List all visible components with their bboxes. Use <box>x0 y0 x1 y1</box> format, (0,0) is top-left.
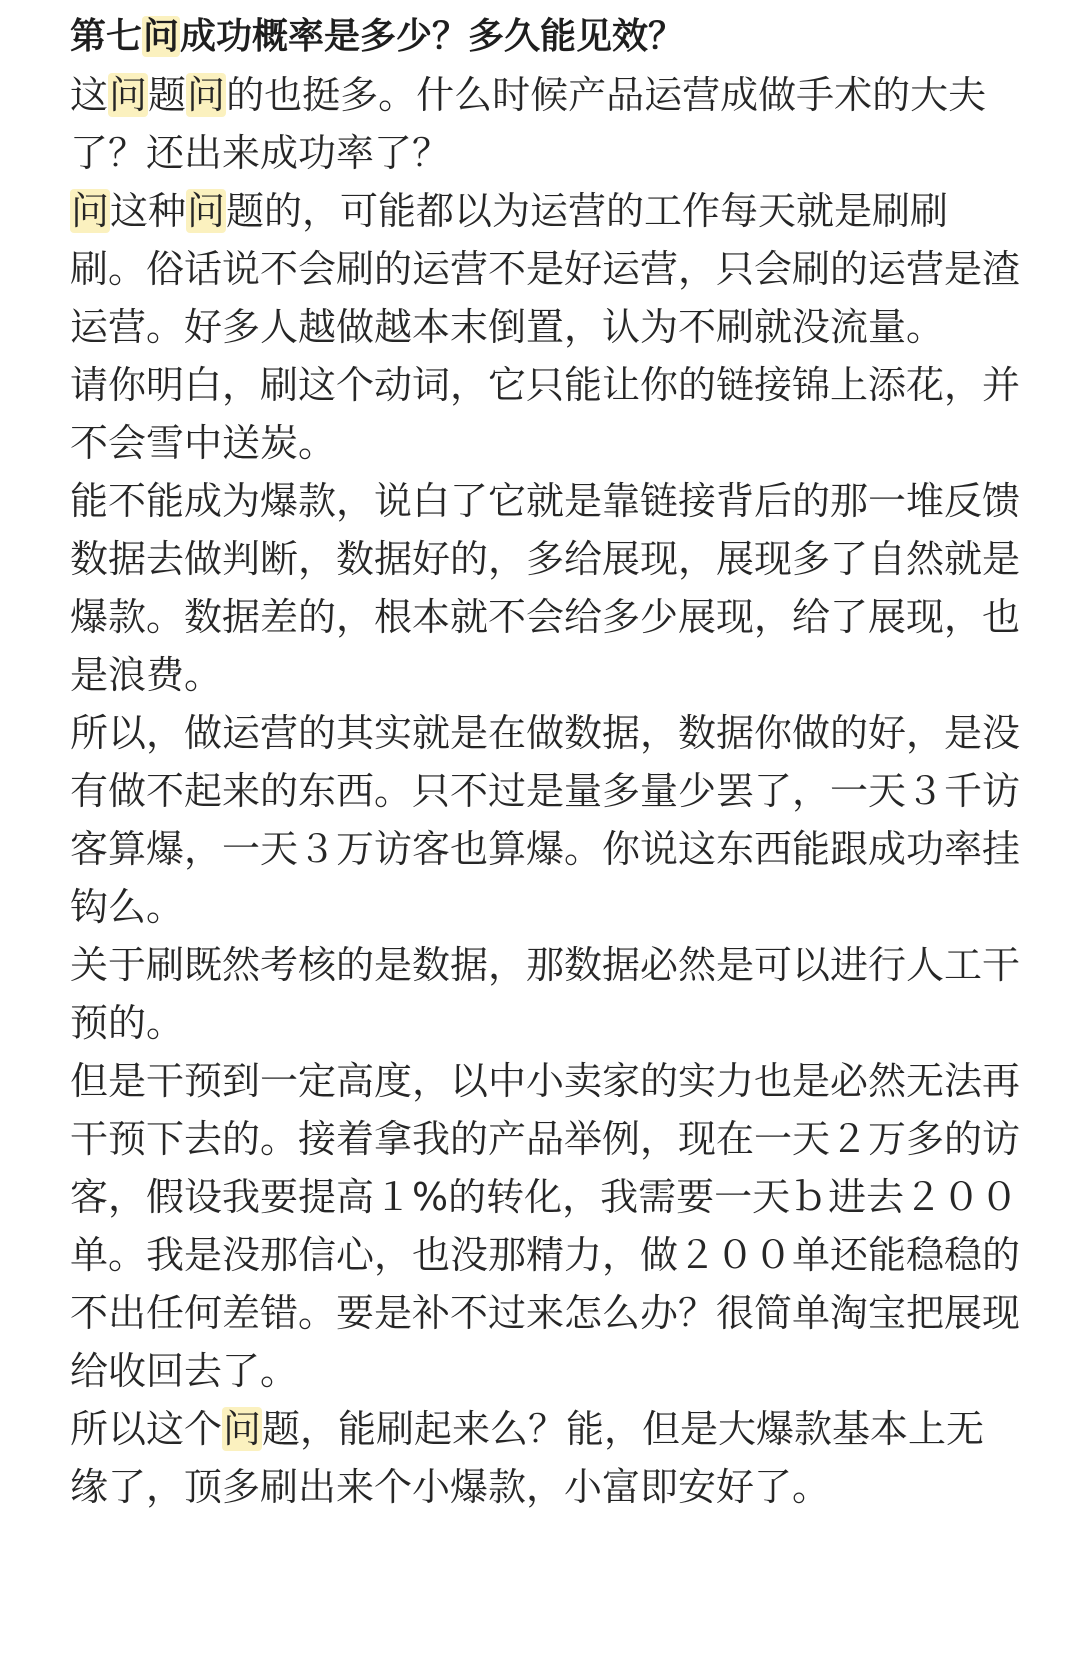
text-segment: 这种 <box>110 189 187 233</box>
paragraph <box>70 704 1020 936</box>
article-title <box>70 8 1020 66</box>
article-body <box>70 66 1020 1516</box>
paragraph <box>70 936 1020 1052</box>
text-segment: 请你明白，刷这个动词，它只能让你的链接锦上添花，并不会雪中送炭。 <box>70 363 1021 465</box>
paragraph <box>70 1052 1020 1400</box>
highlighted-keyword: 问 <box>223 1407 262 1451</box>
text-segment: 题的，可能都以为运营的工作每天就是刷刷刷。俗话说不会刷的运营不是好运营，只会刷的运营是渣运营。好多人越做越本末倒置，认为不刷就没流量。 <box>70 189 1021 349</box>
text-segment: 题 <box>148 73 187 117</box>
highlighted-keyword: 问 <box>71 189 110 233</box>
text-segment: 题，能刷起来么？能，但是大爆款基本上无缘了，顶多刷出来个小爆款，小富即安好了。 <box>70 1407 985 1509</box>
paragraph <box>70 356 1020 472</box>
paragraph <box>70 472 1020 704</box>
text-segment: 能不能成为爆款，说白了它就是靠链接背后的那一堆反馈数据去做判断，数据好的，多给展现，展现多了自然就是爆款。数据差的，根本就不会给多少展现，给了展现，也是浪费。 <box>70 479 1021 697</box>
paragraph <box>70 1400 1020 1516</box>
text-segment: 这 <box>70 73 109 117</box>
paragraph <box>70 66 1020 182</box>
highlighted-keyword: 问 <box>109 73 148 117</box>
text-segment: 成功概率是多少？多久能见效？ <box>180 16 685 57</box>
text-segment: 但是干预到一定高度，以中小卖家的实力也是必然无法再干预下去的。接着拿我的产品举例，现在一天２万多的访客，假设我要提高１%的转化，我需要一天ｂ进去２００单。我是没那信心，也没那精力，做２００单还能稳稳的不出任何差错。要是补不过来怎么办？很简单淘宝把展现给收回去了。 <box>70 1059 1021 1393</box>
highlighted-keyword: 问 <box>143 16 180 57</box>
paragraph <box>70 182 1020 356</box>
text-segment: 所以，做运营的其实就是在做数据，数据你做的好，是没有做不起来的东西。只不过是量多量少罢了，一天３千访客算爆，一天３万访客也算爆。你说这东西能跟成功率挂钩么。 <box>70 711 1021 929</box>
text-segment: 的也挺多。什么时候产品运营成做手术的大夫了？还出来成功率了？ <box>70 73 987 175</box>
text-segment: 关于刷既然考核的是数据，那数据必然是可以进行人工干预的。 <box>70 943 1021 1045</box>
text-segment: 所以这个 <box>70 1407 223 1451</box>
highlighted-keyword: 问 <box>187 189 226 233</box>
highlighted-keyword: 问 <box>187 73 226 117</box>
text-segment: 第七 <box>70 16 143 57</box>
